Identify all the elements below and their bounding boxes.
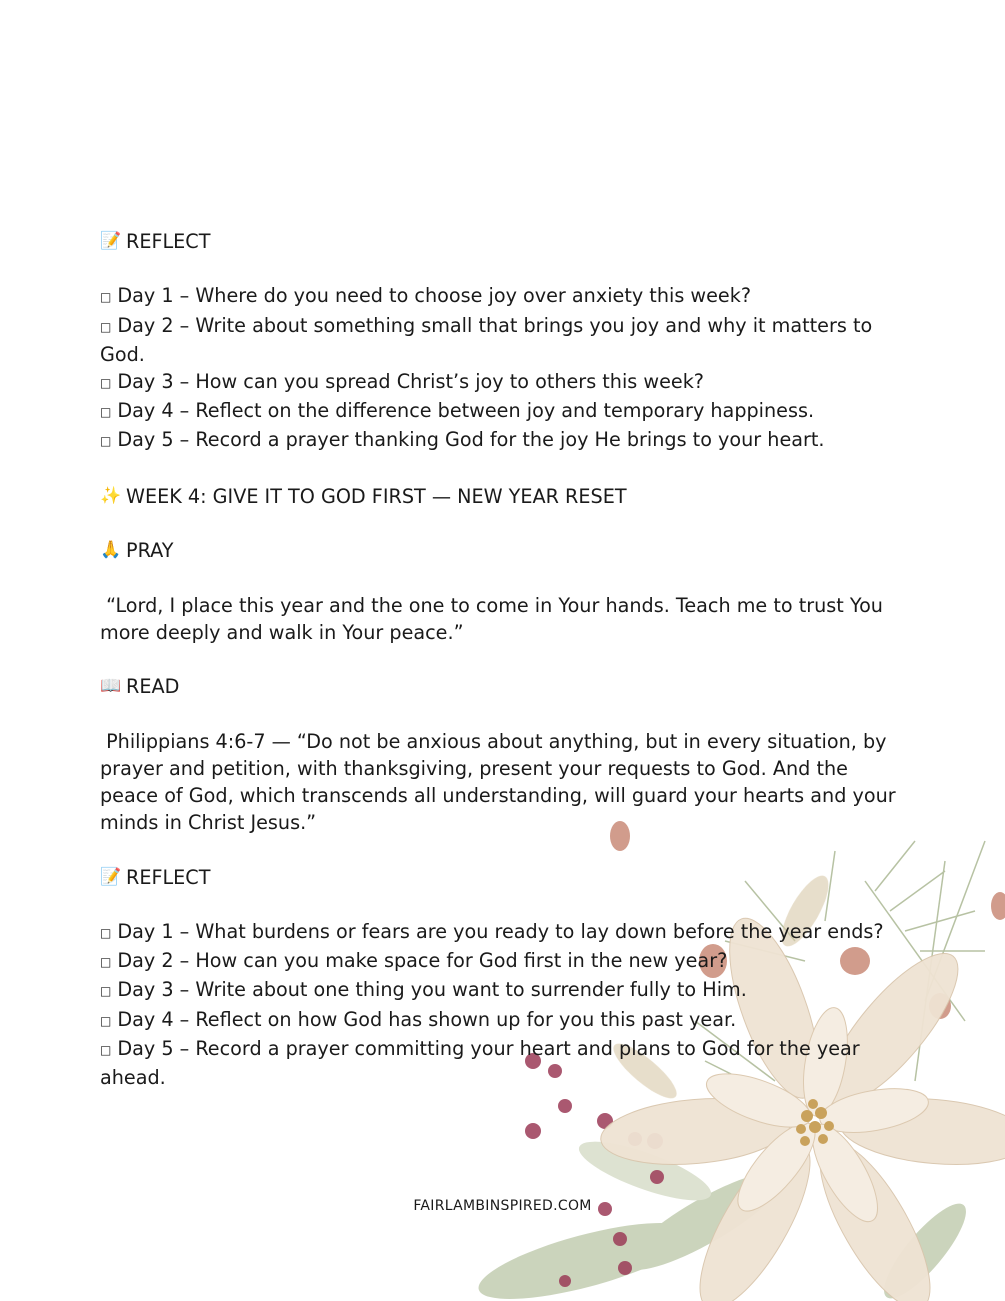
list-item: □ Day 1 – What burdens or fears are you ready to lay down before the year ends? xyxy=(100,918,900,947)
sparkles-icon: ✨ xyxy=(100,485,122,506)
checkbox-icon[interactable]: □ xyxy=(100,1042,112,1057)
reflect-heading-2-label: REFLECT xyxy=(126,865,211,889)
memo-icon: 📝 xyxy=(100,231,122,251)
reflect-heading-2 xyxy=(100,864,900,891)
checkbox-icon[interactable]: □ xyxy=(100,319,112,334)
list-item: □ Day 1 – Where do you need to choose joy over anxiety this week? xyxy=(100,282,900,311)
scripture-text: Philippians 4:6-7 — “Do not be anxious about anything, but in every situation, by prayer and petition, with thanksgiving, present your requests to God. And the peace of God, which transcends all understanding, will guard your hearts and your minds in Christ Jesus.” xyxy=(100,729,902,835)
list-item: □ Day 5 – Record a prayer thanking God for the joy He brings to your heart. xyxy=(100,426,900,455)
checkbox-icon[interactable]: □ xyxy=(100,955,112,970)
checkbox-icon[interactable]: □ xyxy=(100,405,112,420)
pray-heading xyxy=(100,537,900,564)
praying-hands-icon: 🙏 xyxy=(100,540,122,561)
checkbox-icon[interactable]: □ xyxy=(100,1013,112,1028)
checkbox-icon[interactable]: □ xyxy=(100,290,112,305)
list-item: □ Day 3 – Write about one thing you want to surrender fully to Him. xyxy=(100,976,900,1005)
prayer-text: “Lord, I place this year and the one to come in Your hands. Teach me to trust You more deeply and walk in Your peace.” xyxy=(100,593,890,644)
open-book-icon: 📖 xyxy=(100,676,122,697)
read-heading xyxy=(100,673,900,700)
list-item: □ Day 2 – How can you make space for God first in the new year? xyxy=(100,947,900,976)
devotional-content xyxy=(100,228,900,1091)
checkbox-icon[interactable]: □ xyxy=(100,434,112,449)
list-item: □ Day 3 – How can you spread Christ’s joy to others this week? xyxy=(100,368,900,397)
checkbox-icon[interactable]: □ xyxy=(100,925,112,940)
reflect-list xyxy=(100,282,900,455)
memo-icon: 📝 xyxy=(100,866,122,887)
footer-site: FAIRLAMBINSPIRED.COM xyxy=(413,1198,592,1214)
list-item: □ Day 4 – Reflect on how God has shown up for you this past year. xyxy=(100,1006,900,1035)
pray-heading-label: PRAY xyxy=(126,539,174,563)
reflect-heading-label: REFLECT xyxy=(126,230,211,253)
list-item: □ Day 4 – Reflect on the difference between joy and temporary happiness. xyxy=(100,397,900,426)
list-item: □ Day 5 – Record a prayer committing your heart and plans to God for the year ahead. xyxy=(100,1036,860,1089)
checkbox-icon[interactable]: □ xyxy=(100,376,112,390)
checkbox-icon[interactable]: □ xyxy=(100,984,112,999)
week-heading-label: WEEK 4: GIVE IT TO GOD FIRST — NEW YEAR RESET xyxy=(126,484,627,508)
reflect-list-2 xyxy=(100,918,900,1091)
read-heading-label: READ xyxy=(126,675,180,699)
reflect-heading xyxy=(100,228,900,255)
week-heading xyxy=(100,483,900,510)
list-item: □ Day 2 – Write about something small that brings you joy and why it matters to God. xyxy=(100,313,873,366)
